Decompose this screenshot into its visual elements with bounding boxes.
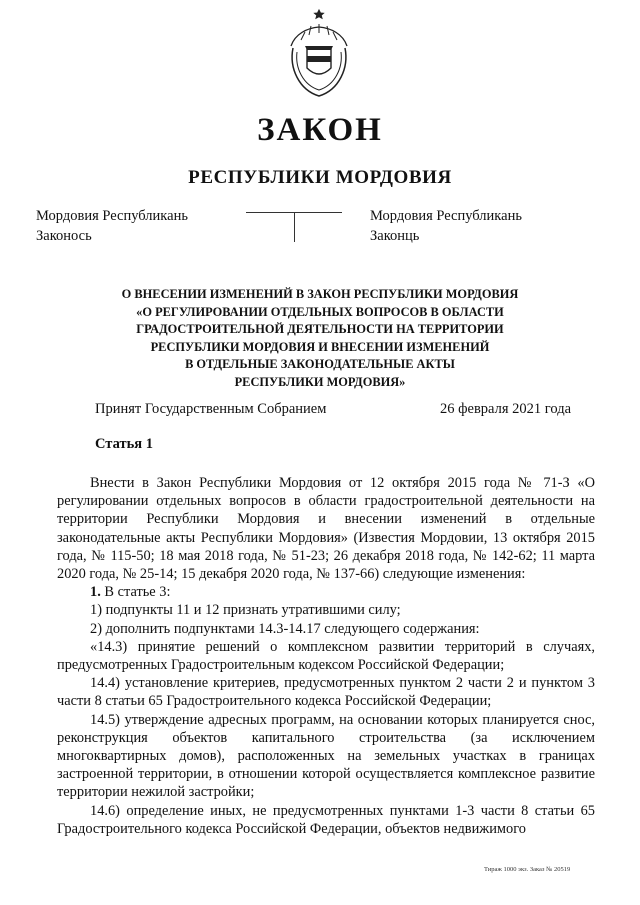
law-title xyxy=(100,286,540,391)
adopted-date: 26 февраля 2021 года xyxy=(440,401,572,417)
paragraph: «14.3) принятие решений о комплексном развитии территорий в случаях, предусмотренных Градостроительным кодексом Российской Федерации; xyxy=(57,638,595,674)
law-title-line: РЕСПУБЛИКИ МОРДОВИЯ И ВНЕСЕНИИ ИЗМЕНЕНИЙ xyxy=(150,339,490,354)
print-info: Тираж 1000 экз. Заказ № 20519 xyxy=(484,866,571,873)
erzya-title xyxy=(370,206,522,246)
moksha-title xyxy=(36,206,188,246)
erzya-title-line: Законць xyxy=(370,228,420,244)
article-title: Статья 1 xyxy=(95,436,153,452)
moksha-title-line: Законось xyxy=(36,228,92,244)
item-text: В статье 3: xyxy=(100,584,171,601)
moksha-title-line: Мордовия Республикань xyxy=(36,208,188,224)
article-body xyxy=(57,474,595,838)
law-title-line: РЕСПУБЛИКИ МОРДОВИЯ» xyxy=(234,374,406,389)
paragraph: 2) дополнить подпунктами 14.3-14.17 следующего содержания: xyxy=(90,620,480,637)
law-title-line: О ВНЕСЕНИИ ИЗМЕНЕНИЙ В ЗАКОН РЕСПУБЛИКИ МОРДОВИЯ xyxy=(121,287,519,301)
law-title-line: ГРАДОСТРОИТЕЛЬНОЙ ДЕЯТЕЛЬНОСТИ НА ТЕРРИТОРИИ xyxy=(136,322,504,336)
adopted-by: Принят Государственным Собранием xyxy=(95,401,327,417)
law-title-line: В ОТДЕЛЬНЫЕ ЗАКОНОДАТЕЛЬНЫЕ АКТЫ xyxy=(185,357,455,371)
law-title-line: «О РЕГУЛИРОВАНИИ ОТДЕЛЬНЫХ ВОПРОСОВ В ОБЛАСТИ xyxy=(136,304,504,319)
paragraph: 1) подпункты 11 и 12 признать утратившими силу; xyxy=(90,602,401,619)
title-divider-vertical xyxy=(294,212,295,242)
paragraph: 14.6) определение иных, не предусмотренных пунктами 1-3 части 8 статьи 65 Градостроительного кодекса Российской Федерации, объектов недвижимого xyxy=(57,802,595,837)
erzya-title-line: Мордовия Республикань xyxy=(370,208,522,224)
paragraph xyxy=(57,583,595,601)
item-number: 1. xyxy=(90,584,101,601)
paragraph: 14.4) установление критериев, предусмотренных пунктом 2 части 2 и пунктом 3 части 8 статьи 65 Градостроительного кодекса Российской Федерации; xyxy=(57,675,595,710)
paragraph: 14.5) утверждение адресных программ, на основании которых планируется снос, реконструкция объектов капитального строительства (за исключением многоквартирных домов), расположенных на земельных участках в границах застроенной территории, в отношении которой осуществляется комплексное развитие территории нежилой застройки; xyxy=(57,711,595,801)
paragraph: Внести в Закон Республики Мордовия от 12 октября 2015 года № 71-З «О регулировании отдельных вопросов в области градостроительной деятельности на территории Республики Мордовия и внесении изменений в отдельные законодательные акты Республики Мордовия» (Известия Мордовии, 13 октября 2015 года, № 115-50; 18 мая 2018 года, № 51-23; 26 декабря 2018 года, № 142-62; 11 марта 2020 года, № 25-14; 15 декабря 2020 года, № 137-66) следующие изменения: xyxy=(57,475,595,583)
coat-of-arms-icon xyxy=(281,8,357,100)
document-subtitle: РЕСПУБЛИКИ МОРДОВИЯ xyxy=(188,167,452,188)
document-title: ЗАКОН xyxy=(257,112,383,148)
